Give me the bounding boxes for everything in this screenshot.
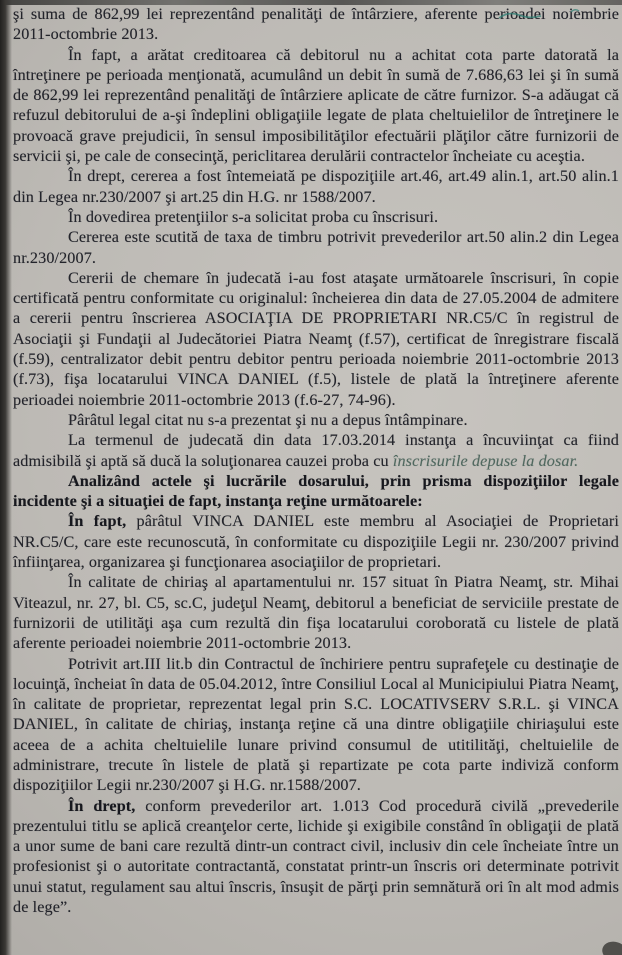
paragraph-text: Cererii de chemare în judecată i-au fost ataşate următoarele înscrisuri, în copie certificată pentru conformitate cu originalul: încheierea din data de 27.05.2004 de admitere a cererii pentru înscrierea ASOCIAŢIA DE PROPRIETARI NR.C5/C în registrul de Asociaţii şi Fundaţii al Judecătoriei Piatra Neamţ (f.57), certificat de înregistrare fiscală (f.59), centralizator debit pentru debitor pentru perioada noiembrie 2011-octombrie 2013 (f.73), fişa locatarului VINCA DANIEL (f.5), listele de plată la întreţinere aferente perioadei noiembrie 2011-octombrie 2013 (f.6-27, 74-96).	[13, 268, 619, 409]
scan-edge-left	[0, 0, 12, 955]
paragraph-lead: Analizând actele şi lucrările dosarului, prin prisma dispoziţiilor legale incidente şi a situaţiei de fapt, instanţa reţine următoarele:	[13, 471, 619, 511]
paragraph-text: La termenul de judecată din data 17.03.2014 instanţa a încuviinţat ca fiind admisibilă şi aptă să ducă la soluţionarea cauzei proba cu	[13, 431, 619, 470]
paragraph-text: şi suma de 862,99 lei reprezentând penalităţi de întârziere,	[13, 5, 425, 23]
document-content	[13, 4, 619, 955]
paragraph-text: Potrivit art.III lit.b din Contractul de închiriere pentru suprafeţele cu destinaţie de locuinţă, încheiat în data de 05.04.2012, între Consiliul Local al Municipiului Piatra Neamţ, în calitate de proprietar, reprezentat legal prin S.C. LOCATIVSERV S.R.L. şi VINCA DANIEL, în calitate de chiriaş, instanţa reţine că una dintre obligaţiile chiriaşului este aceea de a achita cheltuielile lunare privind consumul de utitilităţi, cheltuielile de administrare, trecute în listele de plată şi repartizate pe cota parte indiviză conform dispoziţiilor Legii nr.230/2007 şi H.G. nr.1588/2007.	[13, 654, 619, 795]
marked-text: aferente perioadei	[424, 5, 546, 23]
paragraph-text: În calitate de chiriaş al apartamentului nr. 157 situat în Piatra Neamţ, str. Mihai Viteazul, nr. 27, bl. C5, sc.C, judeţul Neamţ, debitorul a beneficiat de serviciile prestate de furnizorii de utilităţi aşa cum rezultă din fişa locatarului coroborată cu listele de plată aferente perioadei noiembrie 2011-octombrie 2013.	[13, 573, 619, 653]
paragraph-text: pârâtul VINCA DANIEL este membru al Asociaţiei de Proprietari NR.C5/C, care este recunoscută, în conformitate cu dispoziţiile Legii nr. 230/2007 privind înfiinţarea, organizarea şi funcţionarea asociaţiilor de proprietari.	[13, 512, 619, 572]
paragraph	[13, 268, 619, 410]
paragraph-text: În fapt, a arătat creditoarea că debitorul nu a achitat cota parte datorată la întreţinere pe perioada menţionată, acumulând un debit în sumă de 7.686,63 lei şi în sumă de 862,99 lei reprezentând penalităţi de întârziere aplicate de către furnizor. S-a adăugat că refuzul debitorului de a-şi îndeplini obligaţiile legate de plata cheltuielilor de întreţinere le provoacă grave prejudicii, în sensul imposibilităţilor efectuării plăţilor către furnizorii de servicii şi, pe cale de consecinţă, periclitarea derulării contractelor încheiate cu aceştia.	[13, 45, 619, 166]
paragraph-text: În dovedirea pretenţiilor s-a solicitat proba cu înscrisuri.	[68, 207, 439, 226]
paragraph-text: conform prevederilor art. 1.013 Cod procedură civilă „prevederile prezentului titlu se aplică creanţelor certe, lichide şi exigibile constând în obligaţii de plată a unor sume de bani care rezultă dintr-un contract civil, inclusiv din cele încheiate între un profesionist şi o autoritate contractantă, constatat printr-un înscris ori determinate potrivit unui statut, regulament sau altui înscris, însuşit de părţi prin semnătură ori în alt mod admis de lege”.	[13, 796, 619, 917]
paragraph-text: noiembrie 2011-octombrie 2013.	[13, 5, 619, 44]
paragraph	[13, 45, 619, 167]
paragraph	[13, 166, 619, 207]
paragraph-text: Pârâtul legal citat nu s-a prezentat şi nu a depus întâmpinare.	[68, 410, 468, 429]
paragraph-lead: În fapt,	[68, 512, 127, 531]
paragraph	[13, 572, 619, 653]
paragraph	[13, 471, 619, 512]
paragraph	[13, 207, 619, 227]
paragraph	[13, 796, 619, 918]
paragraph	[13, 4, 619, 45]
marked-text: înscrisurile depuse la dosar.	[392, 451, 579, 470]
paragraph	[13, 654, 619, 796]
paragraph-lead: În drept,	[68, 796, 136, 815]
paragraph	[13, 511, 619, 572]
paragraph	[13, 430, 619, 471]
paragraph-text: Cererea este scutită de taxa de timbru potrivit prevederilor art.50 alin.2 din Legea nr.230/2007.	[13, 228, 619, 267]
paragraph	[13, 410, 619, 430]
paragraph-text: În drept, cererea a fost întemeiată pe dispoziţiile art.46, art.49 alin.1, art.50 alin.1 din Legea nr.230/2007 şi art.25 din H.G. nr 1588/2007.	[13, 167, 619, 206]
paragraph	[13, 227, 619, 268]
